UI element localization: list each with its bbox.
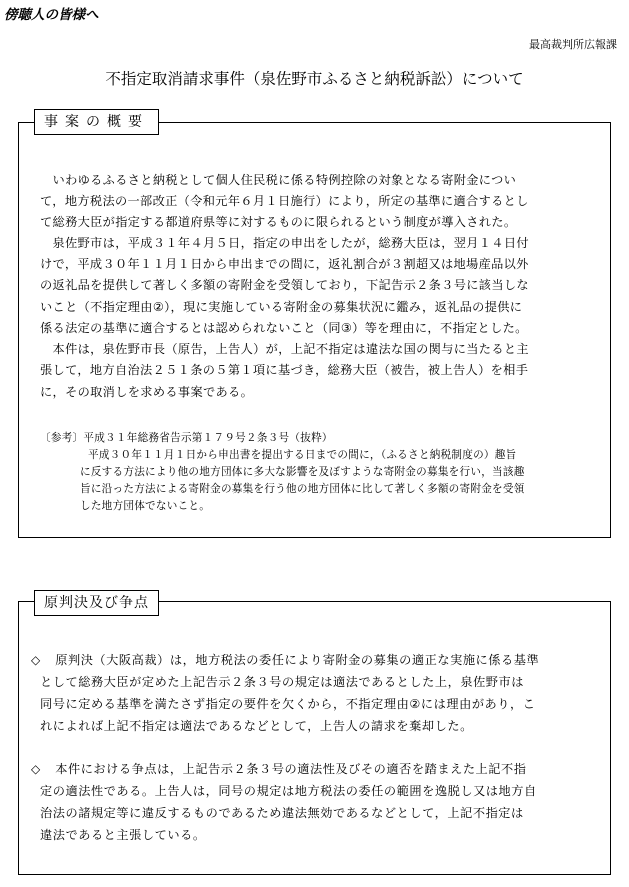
summary-line: いわゆるふるさと納税として個人住民税に係る特例控除の対象となる寄附金につい [40,173,517,187]
summary-line: 本件は，泉佐野市長（原告，上告人）が，上記不指定は違法な国の関与に当たると主 [40,342,529,356]
issue-item-first-line [31,651,539,668]
issue-item-first-line [31,760,527,777]
issue-line: として総務大臣が定めた上記告示２条３号の規定は適法であるとした上，泉佐野市は [40,675,525,689]
summary-line: いこと（不指定理由②），現に実施している寄附金の募集状況に鑑み，返礼品の提供に [40,300,523,314]
issue-text: 本件における争点は，上記告示２条３号の適法性及びその適否を踏まえた上記不指 [55,762,527,776]
diamond-bullet-icon: ◇ [31,762,41,776]
issue-line: 違法であると主張している。 [40,828,206,842]
issue-line: 同号に定める基準を満たさず指定の要件を欠くから，不指定理由②には理由があり，こ [40,697,536,711]
summary-line: 泉佐野市は，平成３１年４月５日，指定の申出をしたが，総務大臣は，翌月１４日付 [40,236,529,250]
audience-label: 傍聴人の皆様へ [4,7,99,23]
reference-line: した地方団体でないこと。 [80,500,211,512]
issue-line: 定の適法性である。上告人は，同号の規定は地方税法の委任の範囲を逸脱し又は地方自 [40,784,537,798]
reference-line: 旨に沿った方法による寄附金の募集を行う他の地方団体に比して著しく多額の寄附金を受領 [80,483,525,495]
issue-line: れによれば上記不指定は適法であるなどとして，上告人の請求を棄却した。 [40,719,473,733]
diamond-bullet-icon: ◇ [31,653,41,667]
summary-line: て，地方税法の一部改正（令和元年６月１日施行）により，所定の基準に適合するとし [40,194,529,208]
summary-line: に，その取消しを求める事案である。 [40,385,254,399]
issues-section-heading: 原判決及び争点 [34,590,159,616]
reference-line: に反する方法により他の地方団体に多大な影響を及ぼすような寄附金の募集を行い，当該趣 [80,466,525,478]
reference-heading: 〔参考〕平成３１年総務省告示第１７９号２条３号（抜粋） [40,432,333,444]
summary-line: 係る法定の基準に適合するとは認められないこと（同③）等を理由に，不指定とした。 [40,321,528,335]
document-title: 不指定取消請求事件（泉佐野市ふるさと納税訴訟）について [105,70,524,88]
summary-line: 張して，地方自治法２５１条の５第１項に基づき，総務大臣（被告，被上告人）を相手 [40,363,529,377]
publisher-label: 最高裁判所広報課 [529,38,617,51]
summary-line: の返礼品を提供して著しく多額の寄附金を受領しており，下記告示２条３号に該当しな [40,278,529,292]
issue-text: 原判決（大阪高裁）は，地方税法の委任により寄附金の募集の適正な実施に係る基準 [55,653,540,667]
reference-line: 平成３０年１１月１日から申出書を提出する日までの間に，（ふるさと納税制度の）趣旨 [88,449,517,461]
summary-section-heading: 事案の概要 [34,109,159,135]
summary-line: けで，平成３０年１１月１日から申出までの間に，返礼割合が３割超又は地場産品以外 [40,257,529,271]
summary-line: て総務大臣が指定する都道府県等に対するものに限られるという制度が導入された。 [40,215,517,229]
issue-line: 治法の諸規定等に違反するものであるため違法無効であるなどとして，上記不指定は [40,806,524,820]
